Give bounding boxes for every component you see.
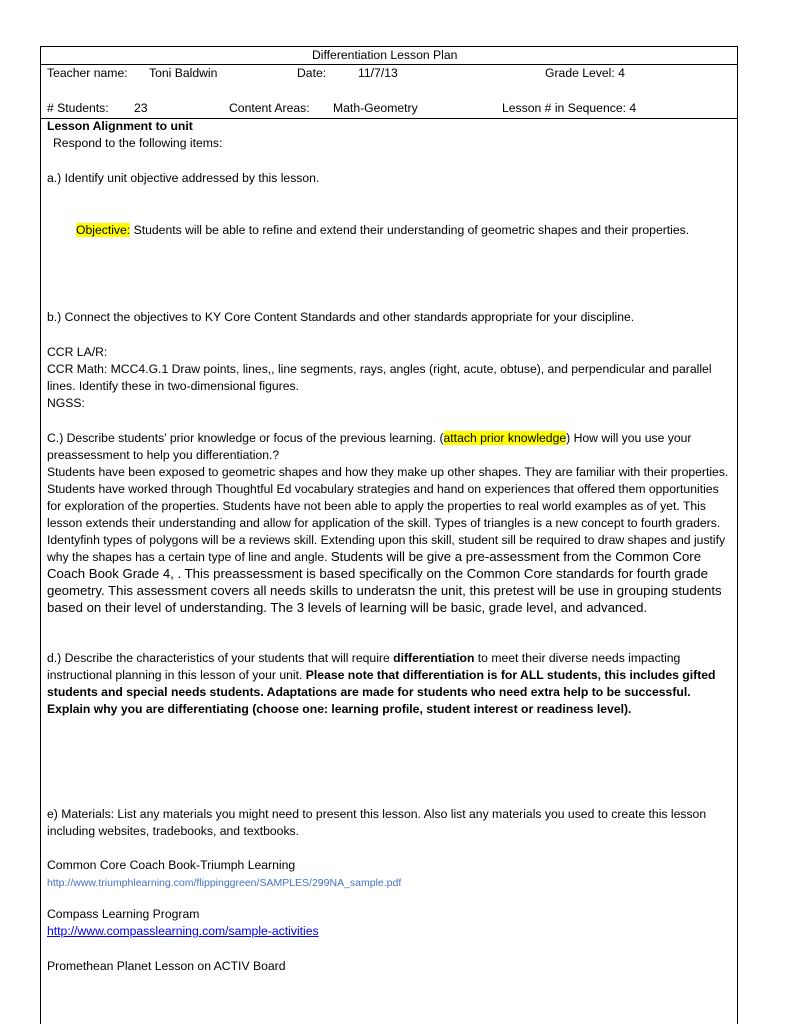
teacher-label: Teacher name: [47, 66, 128, 80]
material-compass-learning: Compass Learning Program [47, 907, 200, 921]
ccr-math-standard: CCR Math: MCC4.G.1 Draw points, lines,, line segments, rays, angles (right, acute, obtuse), and perpendicular and parallel lines. Identify these in two-dimensional figures. [47, 362, 712, 393]
objective-text: Students will be able to refine and extend their understanding of geometric shapes and their properties. [130, 223, 690, 237]
prior-knowledge-body [47, 464, 731, 617]
item-c-prompt [47, 430, 731, 464]
item-c-prompt-start: C.) Describe students’ prior knowledge or focus of the previous learning. ( [47, 431, 444, 445]
prior-knowledge-highlight: attach prior knowledge [443, 431, 567, 445]
respond-instruction: Respond to the following items: [53, 136, 223, 150]
content-areas-label: Content Areas: [229, 101, 310, 115]
compass-learning-link[interactable]: http://www.compasslearning.com/sample-activities [47, 924, 319, 938]
compass-learning-link-wrap [47, 923, 319, 940]
prior-knowledge-text: Students have been exposed to geometric shapes and how they make up other shapes. They are familiar with their properties. Students have worked through Thoughtful Ed vocabulary strategies and hand on experiences that offered them opportunities for exploration of the properties. Students have not been able to apply the properties to real world examples as of yet. This lesson extends their understanding and allow for application of the skill. Types of triangles is a new concept to fourth graders. Identyfinh types of polygons will be a reviews skill. Extending upon this skill, student sill be required to draw shapes and justify why the shapes has a certain type of line and angle. [47, 465, 729, 564]
page-title: Differentiation Lesson Plan [312, 48, 458, 62]
lesson-sequence: Lesson # in Sequence: 4 [502, 101, 637, 115]
item-a-prompt: a.) Identify unit objective addressed by this lesson. [47, 171, 320, 185]
objective-label: Objective: [76, 223, 131, 237]
preassessment-text: Students will be give a pre-assessment from the Common Core Coach Book Grade 4, . This preassessment is based specifically on the Common Core standards for fourth grade geometry. This assessment covers all needs skills to underatsn the unit, this pretest will be use in grouping students based on their level of understanding. The 3 levels of learning will be basic, grade level, and advanced. [47, 549, 722, 615]
item-d-text-1: d.) Describe the characteristics of your students that will require [47, 651, 394, 665]
item-c-prompt-end: ) How will you use your preassessment to help you differentiation.? [47, 431, 692, 462]
ccr-la-label: CCR LA/R: [47, 345, 108, 359]
item-d-text-2: to meet their diverse needs impacting instructional planning in this lesson of your unit. [47, 651, 681, 682]
material-coach-book: Common Core Coach Book-Triumph Learning [47, 858, 296, 872]
material-promethean-planet: Promethean Planet Lesson on ACTIV Board [47, 959, 286, 973]
date-label: Date: [297, 66, 327, 80]
item-d-paragraph [47, 650, 731, 718]
section-heading: Lesson Alignment to unit [47, 119, 193, 133]
objective-paragraph [47, 222, 731, 239]
item-e-prompt: e) Materials: List any materials you might need to present this lesson. Also list any materials you used to create this lesson including websites, tradebooks, and textbooks. [47, 807, 707, 838]
students-label: # Students: [47, 101, 109, 115]
date-value: 11/7/13 [358, 66, 398, 80]
teacher-name: Toni Baldwin [149, 66, 218, 80]
item-b-prompt: b.) Connect the objectives to KY Core Content Standards and other standards appropriate for your discipline. [47, 310, 635, 324]
differentiation-note: Please note that differentiation is for ALL students, this includes gifted students and special needs students. Adaptations are made for students who need extra help to be successful. Explain why you are differentiating (choose one: learning profile, student interest or readiness level). [47, 668, 716, 716]
triumph-learning-url[interactable]: http://www.triumphlearning.com/flippinggreen/SAMPLES/299NA_sample.pdf [47, 877, 402, 889]
differentiation-term: differentiation [393, 651, 475, 665]
grade-level: Grade Level: 4 [545, 66, 625, 80]
ngss-label: NGSS: [47, 396, 85, 410]
students-count: 23 [134, 101, 148, 115]
content-areas-value: Math-Geometry [333, 101, 418, 115]
